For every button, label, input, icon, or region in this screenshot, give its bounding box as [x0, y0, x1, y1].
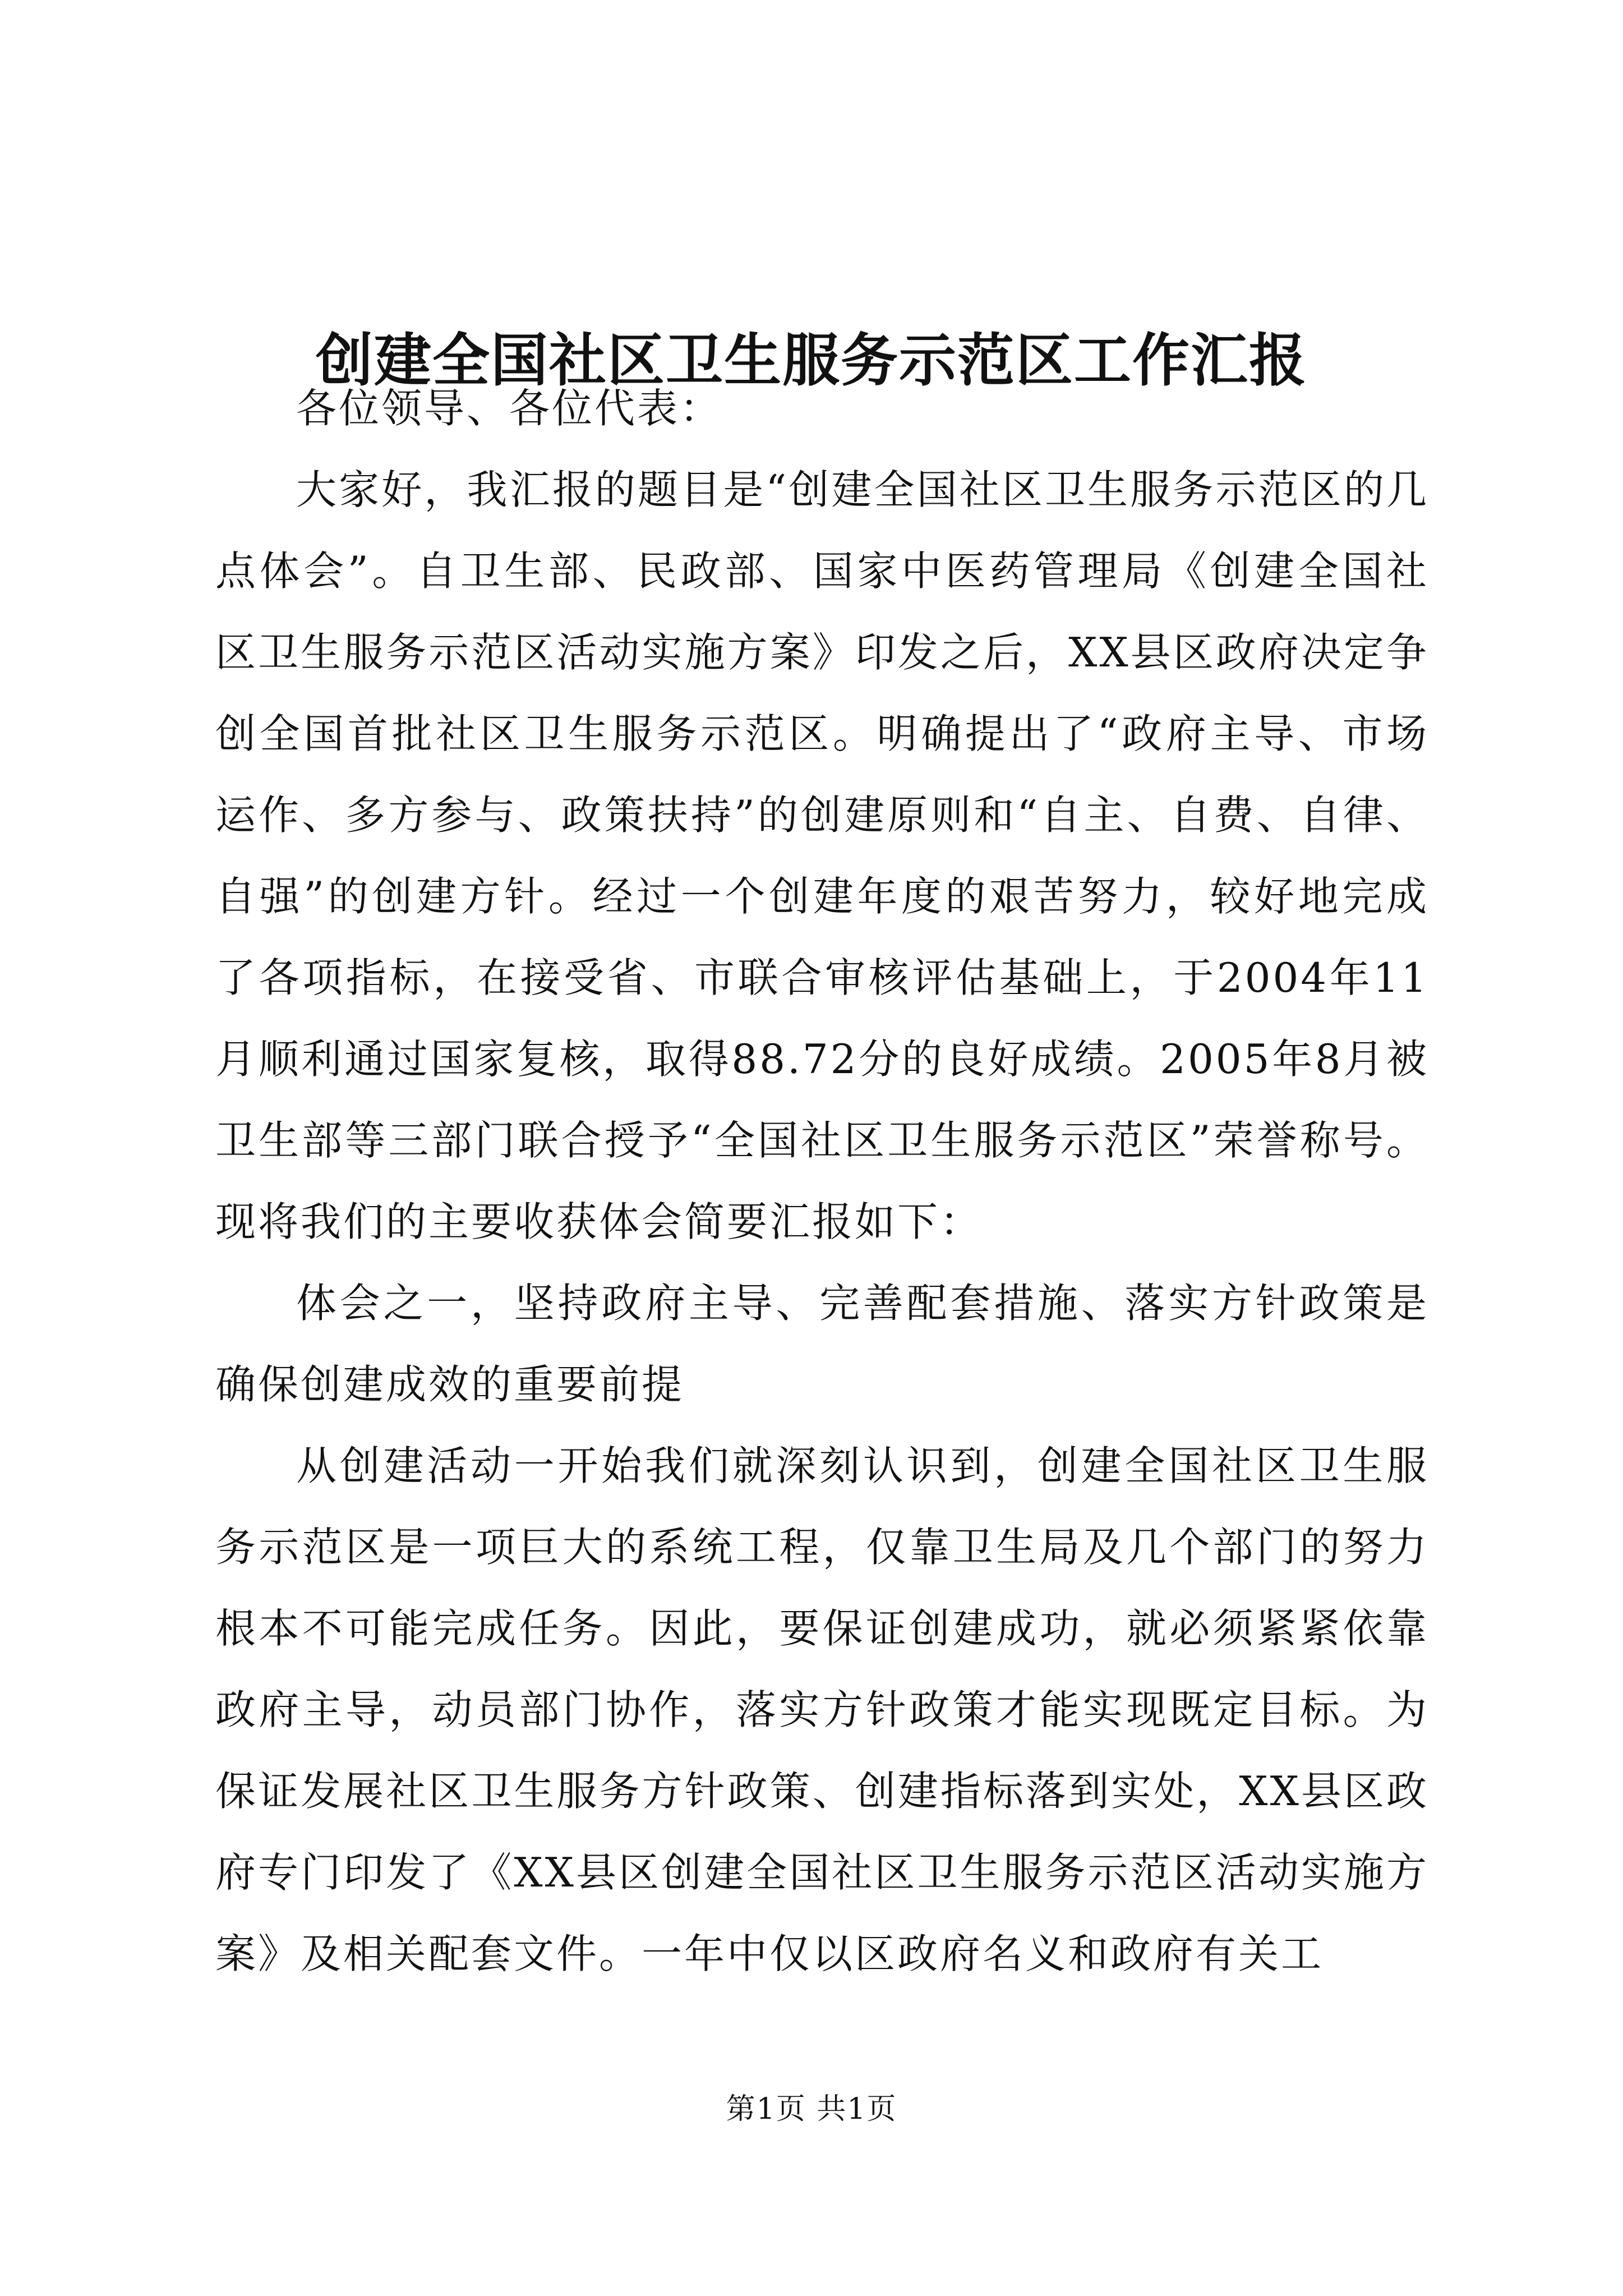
body-paragraph: 从创建活动一开始我们就深刻认识到，创建全国社区卫生服务示范区是一项巨大的系统工程，仅靠卫生局及几个部门的努力根本不可能完成任务。因此，要保证创建成功，就必须紧紧依靠政府主导，动员部门协作，落实方针政策才能实现既定目标。为保证发展社区卫生服务方针政策、创建指标落到实处，XX县区政府专门印发了《XX县区创建全国社区卫生服务示范区活动实施方案》及相关配套文件。一年中仅以区政府名义和政府有关工: [215, 1442, 1429, 1977]
section-heading-paragraph: 体会之一，坚持政府主导、完善配套措施、落实方针政策是确保创建成效的重要前提: [215, 1280, 1429, 1408]
body-paragraph: 大家好，我汇报的题目是“创建全国社区卫生服务示范区的几点体会”。自卫生部、民政部、国家中医药管理局《创建全国社区卫生服务示范区活动实施方案》印发之后，XX县区政府决定争创全国首批社区卫生服务示范区。明确提出了“政府主导、市场运作、多方参与、政策扶持”的创建原则和“自主、自费、自律、自强”的创建方针。经过一个创建年度的艰苦努力，较好地完成了各项指标，在接受省、市联合审核评估基础上，于2004年11月顺利通过国家复核，取得88.72分的良好成绩。2005年8月被卫生部等三部门联合授予“全国社区卫生服务示范区”荣誉称号。现将我们的主要收获体会简要汇报如下：: [215, 466, 1429, 1245]
salutation-paragraph: 各位领导、各位代表：: [296, 385, 723, 432]
page-title: 创建全国社区卫生服务示范区工作汇报: [316, 327, 1307, 395]
page-number-footer: 第1页 共1页: [726, 2092, 897, 2126]
document-body: [215, 368, 1429, 1995]
